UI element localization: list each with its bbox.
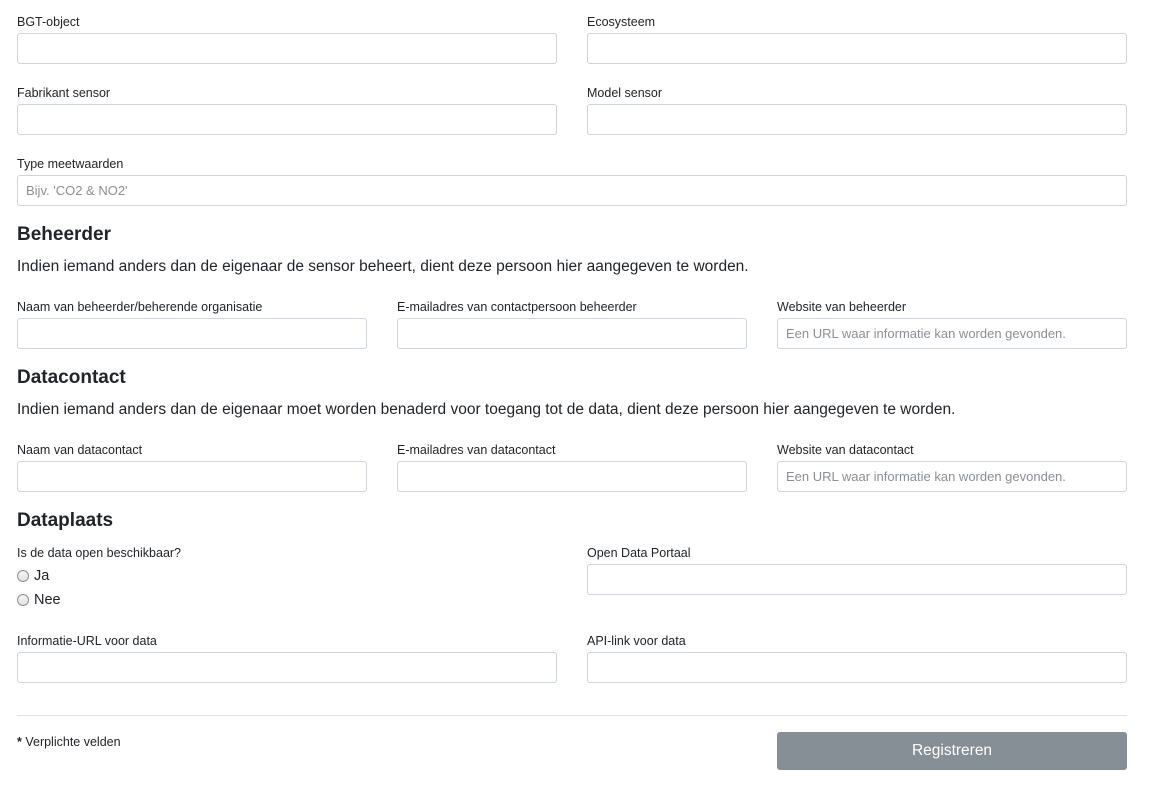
ecosystem-input[interactable] (587, 33, 1127, 64)
datacontact-heading: Datacontact (17, 367, 126, 388)
ecosystem-label: Ecosysteem (587, 15, 656, 29)
bgt-object-label: BGT-object (17, 15, 80, 29)
api-link-label: API-link voor data (587, 634, 686, 648)
register-button[interactable]: Registreren (777, 732, 1127, 770)
dataplace-heading: Dataplaats (17, 510, 114, 531)
open-data-portal-label: Open Data Portaal (587, 546, 691, 560)
radio-button-nee[interactable] (17, 594, 29, 606)
datacontact-email-input[interactable] (397, 461, 747, 492)
datacontact-website-input[interactable] (777, 461, 1127, 492)
required-fields-note (17, 734, 121, 750)
measurement-type-input[interactable] (17, 175, 1127, 206)
manager-intro: Indien iemand anders dan de eigenaar de sensor beheert, dient deze persoon hier aangegeven te worden. (17, 258, 749, 275)
info-url-input[interactable] (17, 652, 557, 683)
manager-name-input[interactable] (17, 318, 367, 349)
open-data-portal-input[interactable] (587, 564, 1127, 595)
manager-website-label: Website van beheerder (777, 300, 907, 314)
datacontact-name-input[interactable] (17, 461, 367, 492)
radio-option-ja[interactable] (17, 566, 49, 586)
required-fields-text: Verplichte velden (21, 735, 121, 749)
manager-email-input[interactable] (397, 318, 747, 349)
manager-website-input[interactable] (777, 318, 1127, 349)
datacontact-intro: Indien iemand anders dan de eigenaar moet worden benaderd voor toegang tot de data, dient deze persoon hier aangegeven te worden. (17, 401, 956, 418)
open-data-question-label: Is de data open beschikbaar? (17, 546, 182, 560)
model-input[interactable] (587, 104, 1127, 135)
api-link-input[interactable] (587, 652, 1127, 683)
model-label: Model sensor (587, 86, 663, 100)
datacontact-website-label: Website van datacontact (777, 443, 914, 457)
datacontact-email-label: E-mailadres van datacontact (397, 443, 556, 457)
manager-name-label: Naam van beheerder/beherende organisatie (17, 300, 263, 314)
info-url-label: Informatie-URL voor data (17, 634, 157, 648)
manager-heading: Beheerder (17, 224, 111, 245)
manager-email-label: E-mailadres van contactpersoon beheerder (397, 300, 637, 314)
required-star: * (17, 735, 22, 749)
bgt-object-input[interactable] (17, 33, 557, 64)
datacontact-name-label: Naam van datacontact (17, 443, 143, 457)
radio-button-ja[interactable] (17, 570, 29, 582)
measurement-type-label: Type meetwaarden (17, 157, 124, 171)
footer-divider (17, 715, 1127, 716)
manufacturer-label: Fabrikant sensor (17, 86, 111, 100)
radio-label-ja: Ja (34, 568, 50, 584)
radio-label-nee: Nee (34, 592, 61, 608)
manufacturer-input[interactable] (17, 104, 557, 135)
radio-option-nee[interactable] (17, 590, 61, 610)
